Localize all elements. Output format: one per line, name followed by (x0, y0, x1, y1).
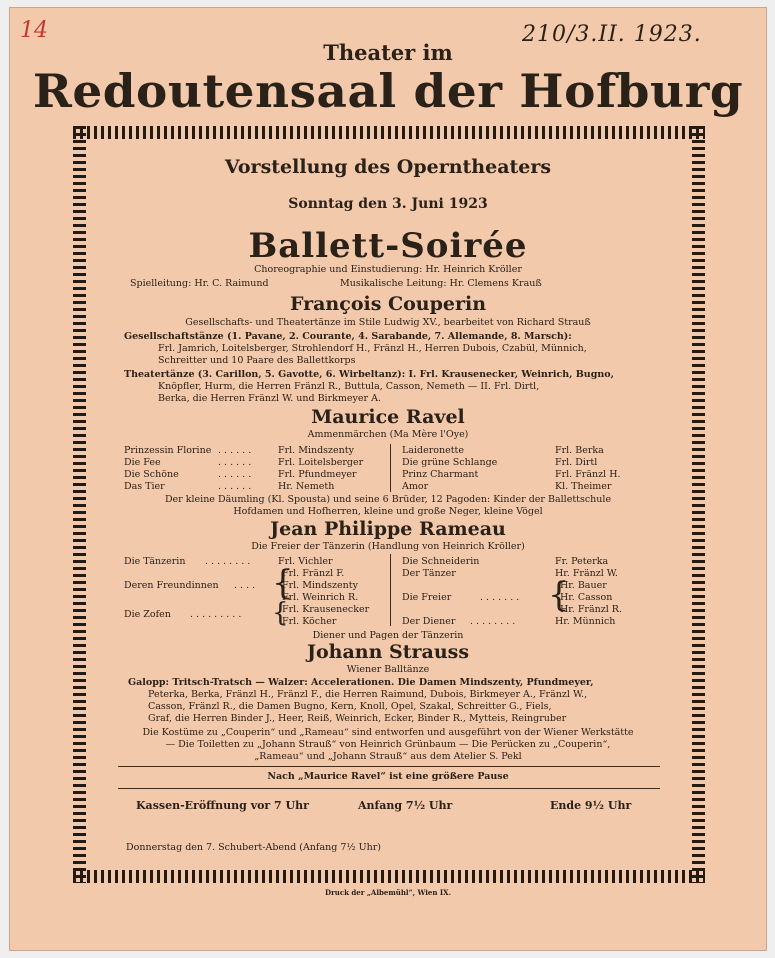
couperin-line: Theatertänze (3. Carillon, 5. Gavotte, 6. Wirbeltanz): I. Frl. Krausenecker, Weinrich, Bugno, (124, 369, 614, 380)
ravel-note: Hofdamen und Hofherren, kleine und große Neger, kleine Vögel (233, 506, 543, 517)
ravel-right-role: Laideronette (402, 445, 464, 456)
strauss-line: Galopp: Tritsch-Tratsch — Walzer: Accelerationen. Die Damen Mindszenty, Pfundmeyer, (128, 677, 594, 688)
ravel-left-actor: Frl. Loitelsberger (278, 457, 364, 468)
costume-note: „Rameau“ und „Johann Strauß“ aus dem Atelier S. Pekl (254, 751, 522, 762)
rameau-dots: . . . . . . . . (470, 616, 516, 627)
rameau-actor: Frl. Krausenecker (282, 604, 370, 615)
header-line1: Theater im (323, 40, 453, 65)
rule-bottom (118, 788, 660, 789)
ravel-desc: Ammenmärchen (Ma Mère l'Oye) (307, 429, 469, 440)
frame-bottom (73, 870, 705, 883)
ravel-left-actor: Frl. Pfundmeyer (278, 469, 357, 480)
strauss-line: Peterka, Berka, Fränzl H., Fränzl F., die Herren Raimund, Dubois, Birkmeyer A., Fränzl W., (148, 689, 588, 700)
strauss-line: Graf, die Herren Binder J., Heer, Reiß, Weinrich, Ecker, Binder R., Mytteis, Reingruber (148, 713, 567, 724)
rameau-actor: Hr. Fränzl W. (555, 568, 618, 579)
rule-top (118, 766, 660, 767)
rameau-actor: Frl. Fränzl F. (282, 568, 345, 579)
rameau-role: Die Tänzerin (124, 556, 186, 567)
couperin-line: Knöpfler, Hurm, die Herren Fränzl R., Buttula, Casson, Nemeth — II. Frl. Dirtl, (158, 381, 540, 392)
costume-note: Die Kostüme zu „Couperin“ und „Rameau“ sind entworfen und ausgeführt von der Wiener Werkstätte (142, 727, 634, 738)
ravel-left-actor: Hr. Nemeth (278, 481, 335, 492)
rameau-actor: Hr. Casson (560, 592, 613, 603)
ravel-right-actor: Frl. Berka (555, 445, 604, 456)
ravel-right-actor: Frl. Fränzl H. (555, 469, 621, 480)
costume-note: — Die Toiletten zu „Johann Strauß“ von Heinrich Grünbaum — Die Perücken zu „Couperin“, (165, 739, 611, 750)
rameau-dots: . . . . . . . . . (190, 609, 242, 620)
couperin-line: Frl. Jamrich, Loitelsberger, Strohlendorf H., Fränzl H., Herren Dubois, Czabül, Münnich, (158, 343, 587, 354)
main-title: Ballett-Soirée (248, 226, 528, 266)
ravel-dots: . . . . . . (218, 445, 252, 456)
rameau-actor: Frl. Köcher (282, 616, 337, 627)
date: Sonntag den 3. Juni 1923 (288, 196, 488, 212)
rameau-dots: . . . . . . . . (205, 556, 251, 567)
strauss-heading: Johann Strauss (306, 641, 470, 663)
strauss-desc: Wiener Balltänze (346, 664, 430, 675)
music-credit: Musikalische Leitung: Hr. Clemens Krauß (340, 278, 542, 289)
printer-imprint: Druck der „Albemühl“, Wien IX. (325, 888, 451, 897)
rameau-role: Deren Freundinnen (124, 580, 219, 591)
ravel-dots: . . . . . . (218, 457, 252, 468)
rameau-role: Die Freier (402, 592, 452, 603)
ravel-right-actor: Kl. Theimer (555, 481, 612, 492)
ravel-right-role: Die grüne Schlange (402, 457, 498, 468)
rameau-actor: Fr. Peterka (555, 556, 609, 567)
couperin-heading: François Couperin (289, 293, 487, 315)
ravel-right-role: Amor (402, 481, 429, 492)
zofen-brace: { (272, 598, 289, 628)
freier-brace: { (548, 575, 570, 615)
ravel-dots: . . . . . . (218, 481, 252, 492)
ravel-heading: Maurice Ravel (311, 406, 465, 428)
choreography-credit: Choreographie und Einstudierung: Hr. Heinrich Kröller (254, 264, 522, 275)
subtitle: Vorstellung des Operntheaters (224, 156, 552, 178)
ravel-left-role: Prinzessin Florine (124, 445, 212, 456)
couperin-line: Gesellschaftstänze (1. Pavane, 2. Courante, 4. Sarabande, 7. Allemande, 8. Marsch): (124, 331, 572, 342)
rameau-role: Der Diener (402, 616, 456, 627)
direction-credit: Spielleitung: Hr. C. Raimund (130, 278, 269, 289)
program-sheet (10, 8, 766, 950)
couperin-line: Schreitter und 10 Paare des Ballettkorps (158, 355, 356, 366)
rameau-actor: Hr. Bauer (560, 580, 607, 591)
couperin-line: Berka, die Herren Fränzl W. und Birkmeyer A. (158, 393, 381, 404)
rameau-role: Der Tänzer (402, 568, 456, 579)
couperin-desc: Gesellschafts- und Theatertänze im Stile Ludwig XV., bearbeitet von Richard Strauß (185, 317, 591, 328)
ravel-right-actor: Frl. Dirtl (555, 457, 598, 468)
ravel-note: Der kleine Däumling (Kl. Spousta) und seine 6 Brüder, 12 Pagoden: Kinder der Ballettschule (164, 494, 612, 505)
rameau-desc: Die Freier der Tänzerin (Handlung von Heinrich Kröller) (251, 541, 525, 552)
corner-number: 14 (20, 18, 48, 43)
group-brace: { (272, 563, 294, 603)
rameau-actor: Hr. Münnich (555, 616, 616, 627)
archive-number: 210/3.II. 1923. (522, 22, 702, 47)
ravel-left-role: Die Schöne (124, 469, 179, 480)
rameau-footer: Diener und Pagen der Tänzerin (312, 630, 464, 641)
rameau-actor: Frl. Weinrich R. (282, 592, 359, 603)
ravel-dots: . . . . . . (218, 469, 252, 480)
ravel-left-role: Das Tier (124, 481, 165, 492)
rameau-role: Die Zofen (124, 609, 171, 620)
rameau-dots: . . . . (234, 580, 256, 591)
end-time: Ende 9½ Uhr (550, 799, 632, 812)
rameau-role: Die Schneiderin (402, 556, 480, 567)
ravel-right-role: Prinz Charmant (402, 469, 479, 480)
start-time: Anfang 7½ Uhr (358, 799, 453, 812)
pause-note: Nach „Maurice Ravel“ ist eine größere Pause (267, 771, 509, 782)
frame-top (73, 126, 705, 139)
rameau-dots: . . . . . . . (480, 592, 520, 603)
ravel-left-role: Die Fee (124, 457, 161, 468)
rameau-actor: Frl. Vichler (278, 556, 333, 567)
strauss-line: Casson, Fränzl R., die Damen Bugno, Kern, Knoll, Opel, Szakal, Schreitter G., Fiels, (148, 701, 552, 712)
rameau-heading: Jean Philippe Rameau (270, 518, 506, 540)
ravel-divider (390, 444, 391, 492)
header-title: Redoutensaal der Hofburg (32, 64, 744, 118)
box-office-time: Kassen-Eröffnung vor 7 Uhr (136, 799, 309, 812)
rameau-divider (390, 554, 391, 626)
ravel-left-actor: Frl. Mindszenty (278, 445, 354, 456)
rameau-actor: Frl. Mindszenty (282, 580, 358, 591)
rameau-actor: Hr. Fränzl R. (560, 604, 622, 615)
next-performance: Donnerstag den 7. Schubert-Abend (Anfang 7½ Uhr) (126, 842, 381, 853)
